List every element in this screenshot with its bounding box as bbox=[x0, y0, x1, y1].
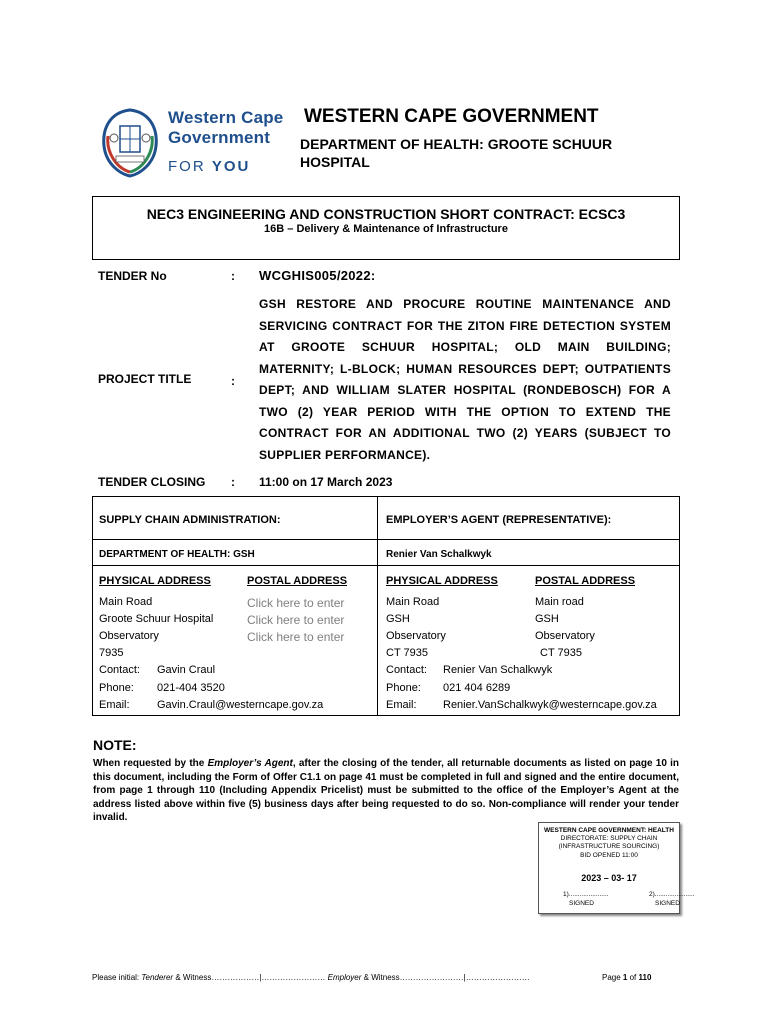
department-name: DEPARTMENT OF HEALTH: GSH bbox=[99, 549, 255, 560]
stamp-line-2: DIRECTORATE: SUPPLY CHAIN (INFRASTRUCTURE SOURCING) bbox=[558, 835, 660, 850]
tender-closing-value: 11:00 on 17 March 2023 bbox=[259, 475, 393, 489]
tender-no-colon: : bbox=[231, 269, 235, 283]
right-physical-line: Main Road bbox=[386, 596, 440, 608]
left-postal-placeholder[interactable]: Click here to enter bbox=[247, 596, 345, 610]
signed-label-1: SIGNED bbox=[569, 900, 594, 907]
initial-footer bbox=[92, 973, 530, 982]
signature-line-2: 2)...................... bbox=[649, 891, 695, 898]
page-total: 110 bbox=[638, 973, 652, 982]
note-employer-agent: Employer’s Agent bbox=[207, 758, 293, 769]
footer-employer: Employer bbox=[327, 973, 362, 982]
left-phone-value: 021-404 3520 bbox=[157, 682, 225, 694]
left-physical-line: Main Road bbox=[99, 596, 153, 608]
right-postal-line: Observatory bbox=[535, 630, 595, 642]
left-physical-line: Observatory bbox=[99, 630, 159, 642]
note-paragraph bbox=[93, 757, 679, 825]
government-title: WESTERN CAPE GOVERNMENT bbox=[304, 106, 599, 127]
note-text-start: When requested by the bbox=[93, 758, 208, 769]
right-phone-label: Phone: bbox=[386, 682, 421, 694]
stamp-line-1: WESTERN CAPE GOVERNMENT: HEALTH bbox=[544, 827, 674, 834]
employer-agent-header: EMPLOYER’S AGENT (REPRESENTATIVE): bbox=[386, 514, 612, 526]
footer-tenderer: Tenderer bbox=[141, 973, 174, 982]
contract-title: NEC3 ENGINEERING AND CONSTRUCTION SHORT CONTRACT: ECSC3 bbox=[146, 206, 626, 222]
right-phone-value: 021 404 6289 bbox=[443, 682, 511, 694]
tender-no-value: WCGHIS005/2022: bbox=[259, 268, 376, 283]
footer-witness-1: & Witness………………|…………………… bbox=[173, 973, 328, 982]
page-prefix: Page bbox=[602, 973, 623, 982]
bid-opened-stamp bbox=[538, 822, 695, 914]
left-contact-value: Gavin Craul bbox=[157, 664, 216, 676]
agent-name: Renier Van Schalkwyk bbox=[386, 549, 492, 560]
left-email-label: Email: bbox=[99, 699, 130, 711]
coat-of-arms-icon bbox=[98, 106, 162, 178]
logo-line-1: Western Cape bbox=[168, 108, 284, 127]
supply-chain-header: SUPPLY CHAIN ADMINISTRATION: bbox=[99, 514, 281, 526]
project-title-label: PROJECT TITLE bbox=[98, 372, 192, 386]
contract-subtitle: 16B – Delivery & Maintenance of Infrastructure bbox=[264, 223, 508, 235]
wcg-logo bbox=[98, 106, 284, 178]
project-title-value: GSH RESTORE AND PROCURE ROUTINE MAINTENANCE AND SERVICING CONTRACT FOR THE ZITON FIRE DETECTION SYSTEM AT GROOTE SCHUUR HOSPITAL; OLD MAIN BUILDING; MATERNITY; L-BLOCK; HUMAN RESOURCES DEPT; OUTPATIENTS DEPT; AND WILLIAM SLATER HOSPITAL (RONDEBOSCH) FOR A TWO (2) YEAR PERIOD WITH THE OPTION TO EXTEND THE CONTRACT FOR AN ADDITIONAL TWO (2) YEARS (SUBJECT TO SUPPLIER PERFORMANCE). bbox=[259, 297, 671, 462]
right-postal-line: CT 7935 bbox=[540, 647, 582, 659]
tender-closing-label: TENDER CLOSING bbox=[98, 475, 206, 489]
logo-tagline bbox=[168, 158, 250, 175]
tender-closing-colon: : bbox=[231, 475, 235, 489]
right-contact-value: Renier Van Schalkwyk bbox=[443, 664, 553, 676]
left-postal-placeholder[interactable]: Click here to enter bbox=[247, 630, 345, 644]
page-current: 1 bbox=[622, 973, 628, 982]
right-contact-label: Contact: bbox=[386, 664, 427, 676]
table-row-divider bbox=[93, 539, 679, 540]
logo-for: FOR bbox=[168, 158, 206, 175]
stamp-line-3: BID OPENED 11:00 bbox=[580, 852, 638, 859]
left-postal-placeholder[interactable]: Click here to enter bbox=[247, 613, 345, 627]
page-of: of bbox=[627, 973, 639, 982]
left-physical-address-label: PHYSICAL ADDRESS bbox=[99, 575, 211, 587]
right-physical-line: GSH bbox=[386, 613, 410, 625]
note-text-end: , after the closing of the tender, all returnable documents as listed on page 10 in this document, including the Form of Offer C1.1 on page 41 must be completed in full and signed and the entire document, from page 1 through 110 (Including Appendix Pricelist) must be submitted to the office of the Employer’s Agent at the address listed above within five (5) business days after being requested to do so. Non-compliance will render your tender invalid. bbox=[93, 758, 679, 824]
tender-no-label: TENDER No bbox=[98, 269, 167, 283]
right-physical-line: Observatory bbox=[386, 630, 446, 642]
project-title-colon: : bbox=[231, 374, 235, 388]
left-contact-label: Contact: bbox=[99, 664, 140, 676]
right-physical-line: CT 7935 bbox=[386, 647, 428, 659]
right-postal-line: Main road bbox=[535, 596, 584, 608]
note-heading: NOTE: bbox=[93, 737, 137, 753]
page-number bbox=[602, 973, 651, 982]
footer-witness-2: & Witness……………………|…………………… bbox=[361, 973, 530, 982]
left-email-value: Gavin.Craul@westerncape.gov.za bbox=[157, 699, 324, 711]
left-postal-address-label: POSTAL ADDRESS bbox=[247, 575, 348, 587]
right-postal-address-label: POSTAL ADDRESS bbox=[535, 575, 636, 587]
left-physical-line: 7935 bbox=[99, 647, 124, 659]
right-email-value: Renier.VanSchalkwyk@westerncape.gov.za bbox=[443, 699, 657, 711]
footer-initial: Please initial: bbox=[92, 973, 142, 982]
signature-line-1: 1)...................... bbox=[563, 891, 609, 898]
department-title: DEPARTMENT OF HEALTH: GROOTE SCHUUR HOSPITAL bbox=[300, 136, 613, 170]
right-postal-line: GSH bbox=[535, 613, 559, 625]
left-phone-label: Phone: bbox=[99, 682, 134, 694]
logo-you: YOU bbox=[211, 158, 251, 175]
contract-box bbox=[92, 196, 680, 260]
stamp-date: 2023 – 03- 17 bbox=[581, 873, 637, 883]
signed-label-2: SIGNED bbox=[655, 900, 680, 907]
table-divider bbox=[377, 497, 378, 715]
right-email-label: Email: bbox=[386, 699, 417, 711]
logo-line-2: Government bbox=[168, 128, 271, 147]
table-row-divider bbox=[93, 565, 679, 566]
left-physical-line: Groote Schuur Hospital bbox=[99, 613, 214, 625]
address-table bbox=[92, 496, 680, 716]
right-physical-address-label: PHYSICAL ADDRESS bbox=[386, 575, 498, 587]
